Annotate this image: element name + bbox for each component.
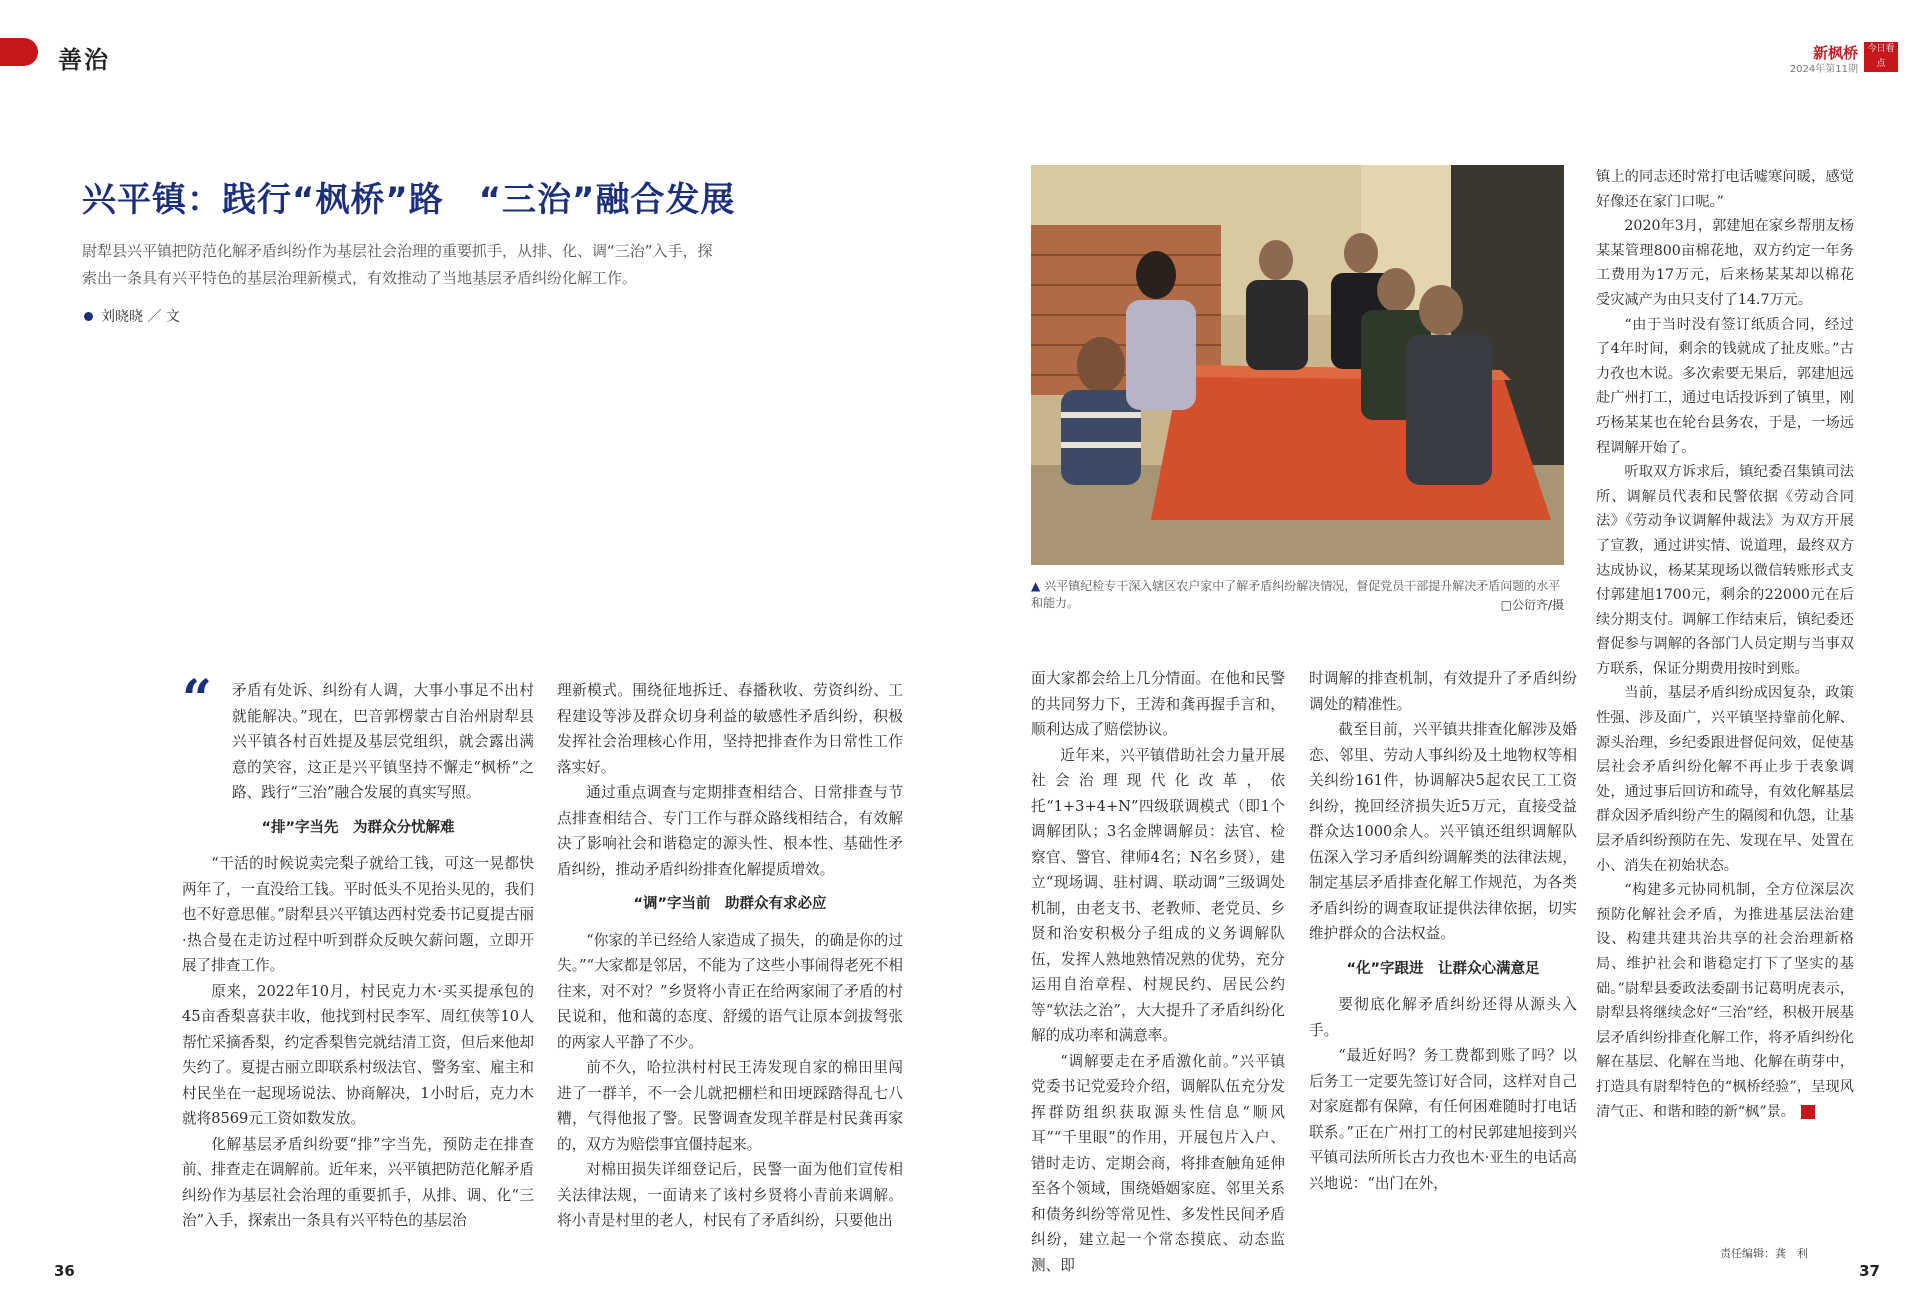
paragraph: 2020年3月，郭建旭在家乡帮朋友杨某某管理800亩棉花地，双方约定一年务工费用为17万元，后来杨某某却以棉花受灾减产为由只支付了14.7万元。 — [1596, 218, 1854, 308]
editor-credit: 责任编辑：龚 利 — [1720, 1247, 1808, 1260]
article-photo — [1031, 165, 1564, 565]
page-number-right: 37 — [1859, 1262, 1880, 1280]
author-line — [84, 306, 180, 326]
subheading-tiao: “调”字当前 助群众有求必应 — [633, 896, 827, 912]
author-name: 刘晓晓 ／ 文 — [101, 309, 180, 325]
column-5 — [1596, 165, 1854, 1124]
author-dot-icon — [84, 312, 93, 321]
section-tag-bar — [0, 38, 38, 66]
caption-triangle-icon: ▲ — [1031, 579, 1041, 593]
quote-mark-icon: “ — [182, 669, 212, 730]
brand-logo-box: 今日看点 — [1864, 42, 1898, 72]
paragraph: “调解要走在矛盾激化前。”兴平镇党委书记党爱玲介绍，调解队伍充分发挥群防组织获取源头性信息“顺风耳”“千里眼”的作用，开展包片入户、错时走访、定期会商，将排查触角延伸至各个领域，围绕婚姻家庭、邻里关系和债务纠纷等常见性、多发性民间矛盾纠纷，建立起一个常态摸底、动态监测、即 — [1031, 1052, 1285, 1274]
magazine-brand: 新枫桥 — [1812, 44, 1858, 62]
page-number-left: 36 — [54, 1262, 75, 1280]
paragraph: 化解基层矛盾纠纷要“排”字当先，预防走在排查前、排查走在调解前。近年来，兴平镇把防范化解矛盾纠纷作为基层社会治理的重要抓手，从排、调、化“三治”入手，探索出一条具有兴平特色的基层治 — [182, 1135, 534, 1229]
photo-caption-text: 兴平镇纪检专干深入辖区农户家中了解矛盾纠纷解决情况，督促党员干部提升解决矛盾问题的水平和能力。 — [1031, 579, 1561, 610]
paragraph: 面大家都会给上几分情面。在他和民警的共同努力下，王涛和龚再握手言和，顺利达成了赔偿协议。 — [1031, 670, 1285, 738]
column-2 — [557, 678, 903, 1234]
photo-illustration — [1031, 165, 1564, 565]
article-lead: 尉犁县兴平镇把防范化解矛盾纠纷作为基层社会治理的重要抓手，从排、化、调“三治”入手，探索出一条具有兴平特色的基层治理新模式，有效推动了当地基层矛盾纠纷化解工作。 — [82, 242, 713, 287]
paragraph: “最近好吗？务工费都到账了吗？以后务工一定要先签订好合同，这样对自己对家庭都有保障，有任何困难随时打电话联系。”正在广州打工的村民郭建旭接到兴平镇司法所所长古力孜也木·亚生的电话高兴地说：“出门在外， — [1309, 1047, 1577, 1192]
paragraph — [1596, 878, 1854, 1124]
section-name: 善治 — [58, 45, 110, 74]
paragraph: 时调解的排查机制，有效提升了矛盾纠纷调处的精准性。 — [1309, 670, 1577, 713]
photo-caption — [1031, 578, 1564, 612]
photo-credit: □公衍齐/摄 — [1500, 598, 1564, 612]
article-title: 兴平镇：践行“枫桥”路 “三治”融合发展 — [82, 180, 736, 220]
subheading-pai: “排”字当先 为群众分忧解难 — [261, 819, 455, 836]
paragraph: 近年来，兴平镇借助社会力量开展社会治理现代化改革，依托“1+3+4+N”四级联调模式（即1个调解团队；3名金牌调解员：法官、检察官、警官、律师4名；N名乡贤），建立“现场调、驻村调、联动调”三级调处机制，由老支书、老教师、老党员、乡贤和治安积极分子组成的义务调解队伍，发挥人熟地熟情况熟的优势，充分运用自治章程、村规民约、居民公约等“软法之治”，大大提升了矛盾纠纷化解的成功率和满意率。 — [1031, 746, 1285, 1044]
intro-paragraph: 矛盾有处诉、纠纷有人调，大事小事足不出村就能解决。”现在，巴音郭楞蒙古自治州尉犁县兴平镇各村百姓提及基层党组织，就会露出满意的笑容，这正是兴平镇坚持不懈走“枫桥”之路、践行“三治”融合发展的真实写照。 — [232, 682, 534, 801]
paragraph: “你家的羊已经给人家造成了损失，的确是你的过失。”“大家都是邻居，不能为了这些小事闹得老死不相往来，对不对？”乡贤将小青正在给两家闹了矛盾的村民说和，他和蔼的态度、舒缓的语气让原本剑拔弩张的两家人平静了不少。 — [557, 931, 903, 1051]
paragraph: “干活的时候说卖完梨子就给工钱，可这一晃都快两年了，一直没给工钱。平时低头不见抬头见的，我们也不好意思催。”尉犁县兴平镇达西村党委书记夏提古丽·热合曼在走访过程中听到群众反映欠薪问题，立即开展了排查工作。 — [182, 855, 534, 974]
paragraph: 原来，2022年10月，村民克力木·买买提承包的45亩香梨喜获丰收，他找到村民李军、周红侠等10人帮忙采摘香梨，约定香梨售完就结清工资，但后来他却失约了。夏提古丽立即联系村级法官、警务室、雇主和村民坐在一起现场说法、协商解决，1小时后，克力木就将8569元工资如数发放。 — [182, 982, 534, 1127]
paragraph: 要彻底化解矛盾纠纷还得从源头入手。 — [1309, 996, 1577, 1039]
paragraph: “由于当时没有签订纸质合同，经过了4年时间，剩余的钱就成了扯皮账。”古力孜也木说。多次索要无果后，郭建旭远赴广州打工，通过电话投诉到了镇里，刚巧杨某某也在轮台县务农，于是，一场远程调解开始了。 — [1596, 316, 1854, 456]
subheading-hua: “化”字跟进 让群众心满意足 — [1346, 960, 1540, 977]
paragraph: 当前，基层矛盾纠纷成因复杂，政策性强、涉及面广，兴平镇坚持靠前化解、源头治理，乡纪委跟进督促问效，促使基层社会矛盾纠纷化解不再止步于表象调处，通过事后回访和疏导，有效化解基层群众因矛盾纠纷产生的隔阂和仇怨，让基层矛盾纠纷预防在先、发现在早、处置在小、消失在初始状态。 — [1596, 685, 1854, 874]
paragraph: 理新模式。围绕征地拆迁、春播秋收、劳资纠纷、工程建设等涉及群众切身利益的敏感性矛盾纠纷，积极发挥社会治理核心作用，坚持把排查作为日常性工作落实好。 — [557, 682, 903, 776]
column-1 — [182, 678, 534, 1234]
paragraph: 镇上的同志还时常打电话嘘寒问暖，感觉好像还在家门口呢。” — [1596, 169, 1854, 210]
paragraph: 对棉田损失详细登记后，民警一面为他们宣传相关法律法规，一面请来了该村乡贤将小青前来调解。将小青是村里的老人，村民有了矛盾纠纷，只要他出 — [557, 1161, 903, 1229]
column-4 — [1309, 666, 1577, 1196]
paragraph: 通过重点调查与定期排查相结合、日常排查与节点排查相结合、专门工作与群众路线相结合，有效解决了影响社会和谐稳定的源头性、根本性、基础性矛盾纠纷，推动矛盾纠纷排查化解提质增效。 — [557, 784, 903, 878]
end-mark-icon — [1801, 1105, 1815, 1119]
paragraph: 截至目前，兴平镇共排查化解涉及婚恋、邻里、劳动人事纠纷及土地物权等相关纠纷161件，协调解决5起农民工工资纠纷，挽回经济损失近5万元，直接受益群众达1000余人。兴平镇还组织调解队伍深入学习矛盾纠纷调解类的法律法规，制定基层矛盾排查化解工作规范，为各类矛盾纠纷的调查取证提供法律依据，切实维护群众的合法权益。 — [1309, 721, 1577, 942]
paragraph: 前不久，哈拉洪村村民王涛发现自家的棉田里闯进了一群羊，不一会儿就把棚栏和田埂踩踏得乱七八糟，气得他报了警。民警调查发现羊群是村民龚再家的，双方为赔偿事宜僵持起来。 — [557, 1059, 903, 1153]
magazine-issue: 2024年第11期 — [1789, 64, 1858, 75]
paragraph: 听取双方诉求后，镇纪委召集镇司法所、调解员代表和民警依据《劳动合同法》《劳动争议调解仲裁法》为双方开展了宣教，通过讲实情、说道理，最终双方达成协议，杨某某现场以微信转账形式支付郭建旭1700元，剩余的22000元在后续分期支付。调解工作结束后，镇纪委还督促参与调解的各部门人员定期与当事双方联系，保证分期费用按时到账。 — [1596, 464, 1854, 677]
column-3 — [1031, 666, 1285, 1278]
closing-paragraph-text: “构建多元协同机制，全方位深层次预防化解社会矛盾，为推进基层法治建设、构建共建共治共享的社会治理新格局、维护社会和谐稳定打下了坚实的基础。”尉犁县委政法委副书记葛明虎表示，尉犁县将继续念好“三治”经，积极开展基层矛盾纠纷排查化解工作，将矛盾纠纷化解在基层、化解在当地、化解在萌芽中，打造具有尉犁特色的“枫桥经验”，呈现风清气正、和谐和睦的新“枫”景。 — [1596, 882, 1854, 1120]
